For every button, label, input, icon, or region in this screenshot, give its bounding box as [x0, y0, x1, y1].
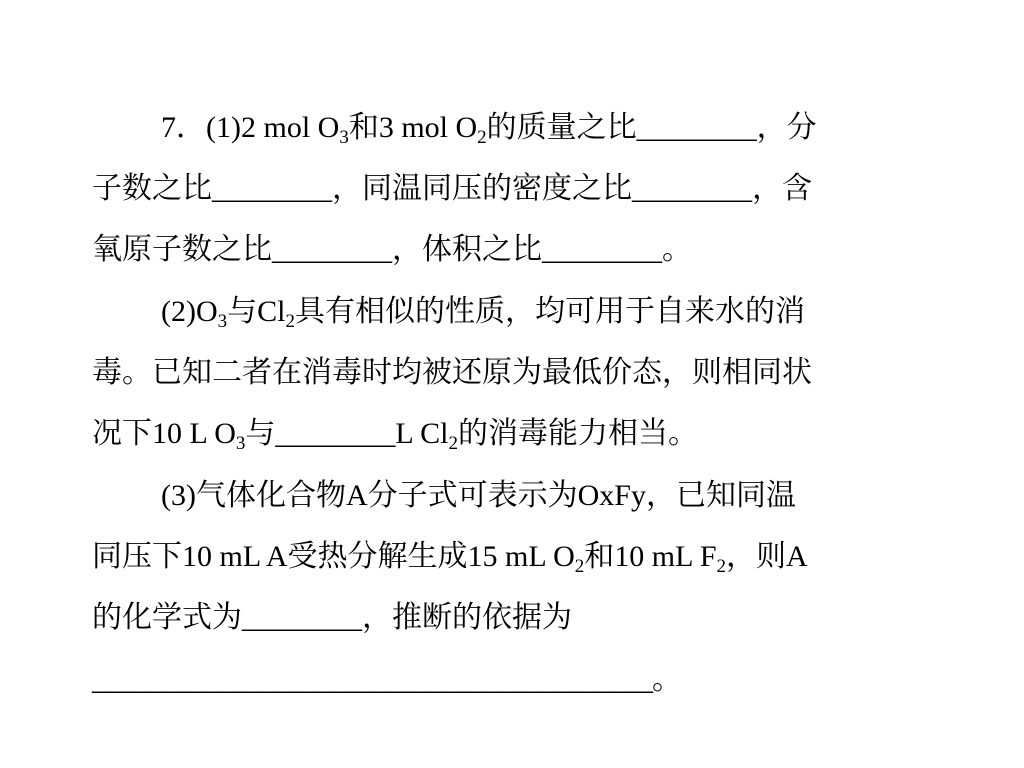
text-run: 同压下10 mL A受热分解生成15 mL $O_2$和10 mL $F_2$，则A [92, 540, 808, 577]
q7-part3-line2 [92, 526, 912, 587]
q7-part1-line3: 氧原子数之比________，体积之比________。 [92, 233, 692, 266]
text-run: 7．(1)2 mol $O_3$和3 mol $O_2$的质量之比________，分 [161, 111, 817, 148]
q7-part3-line3: 的化学式为________，推断的依据为 [92, 601, 572, 634]
text-run: $(2)O_3$与$Cl_2$具有相似的性质，均可用于自来水的消 [161, 295, 806, 332]
q7-part1-line2: 子数之比________，同温同压的密度之比________，含 [92, 172, 812, 205]
text-run: 况下10 L $O_3$与________L $Cl_2$的消毒能力相当。 [92, 417, 698, 454]
q7-part2-line1 [161, 281, 912, 342]
q7-part2-line3 [92, 403, 912, 464]
q7-part2-line2: 毒。已知二者在消毒时均被还原为最低价态，则相同状 [92, 356, 812, 389]
q7-part3-line1: (3)气体化合物A分子式可表示为OxFy，已知同温 [161, 479, 796, 512]
q7-part3-line4: ________________________________________。 [92, 663, 681, 696]
q7-part1-line1 [161, 97, 912, 158]
